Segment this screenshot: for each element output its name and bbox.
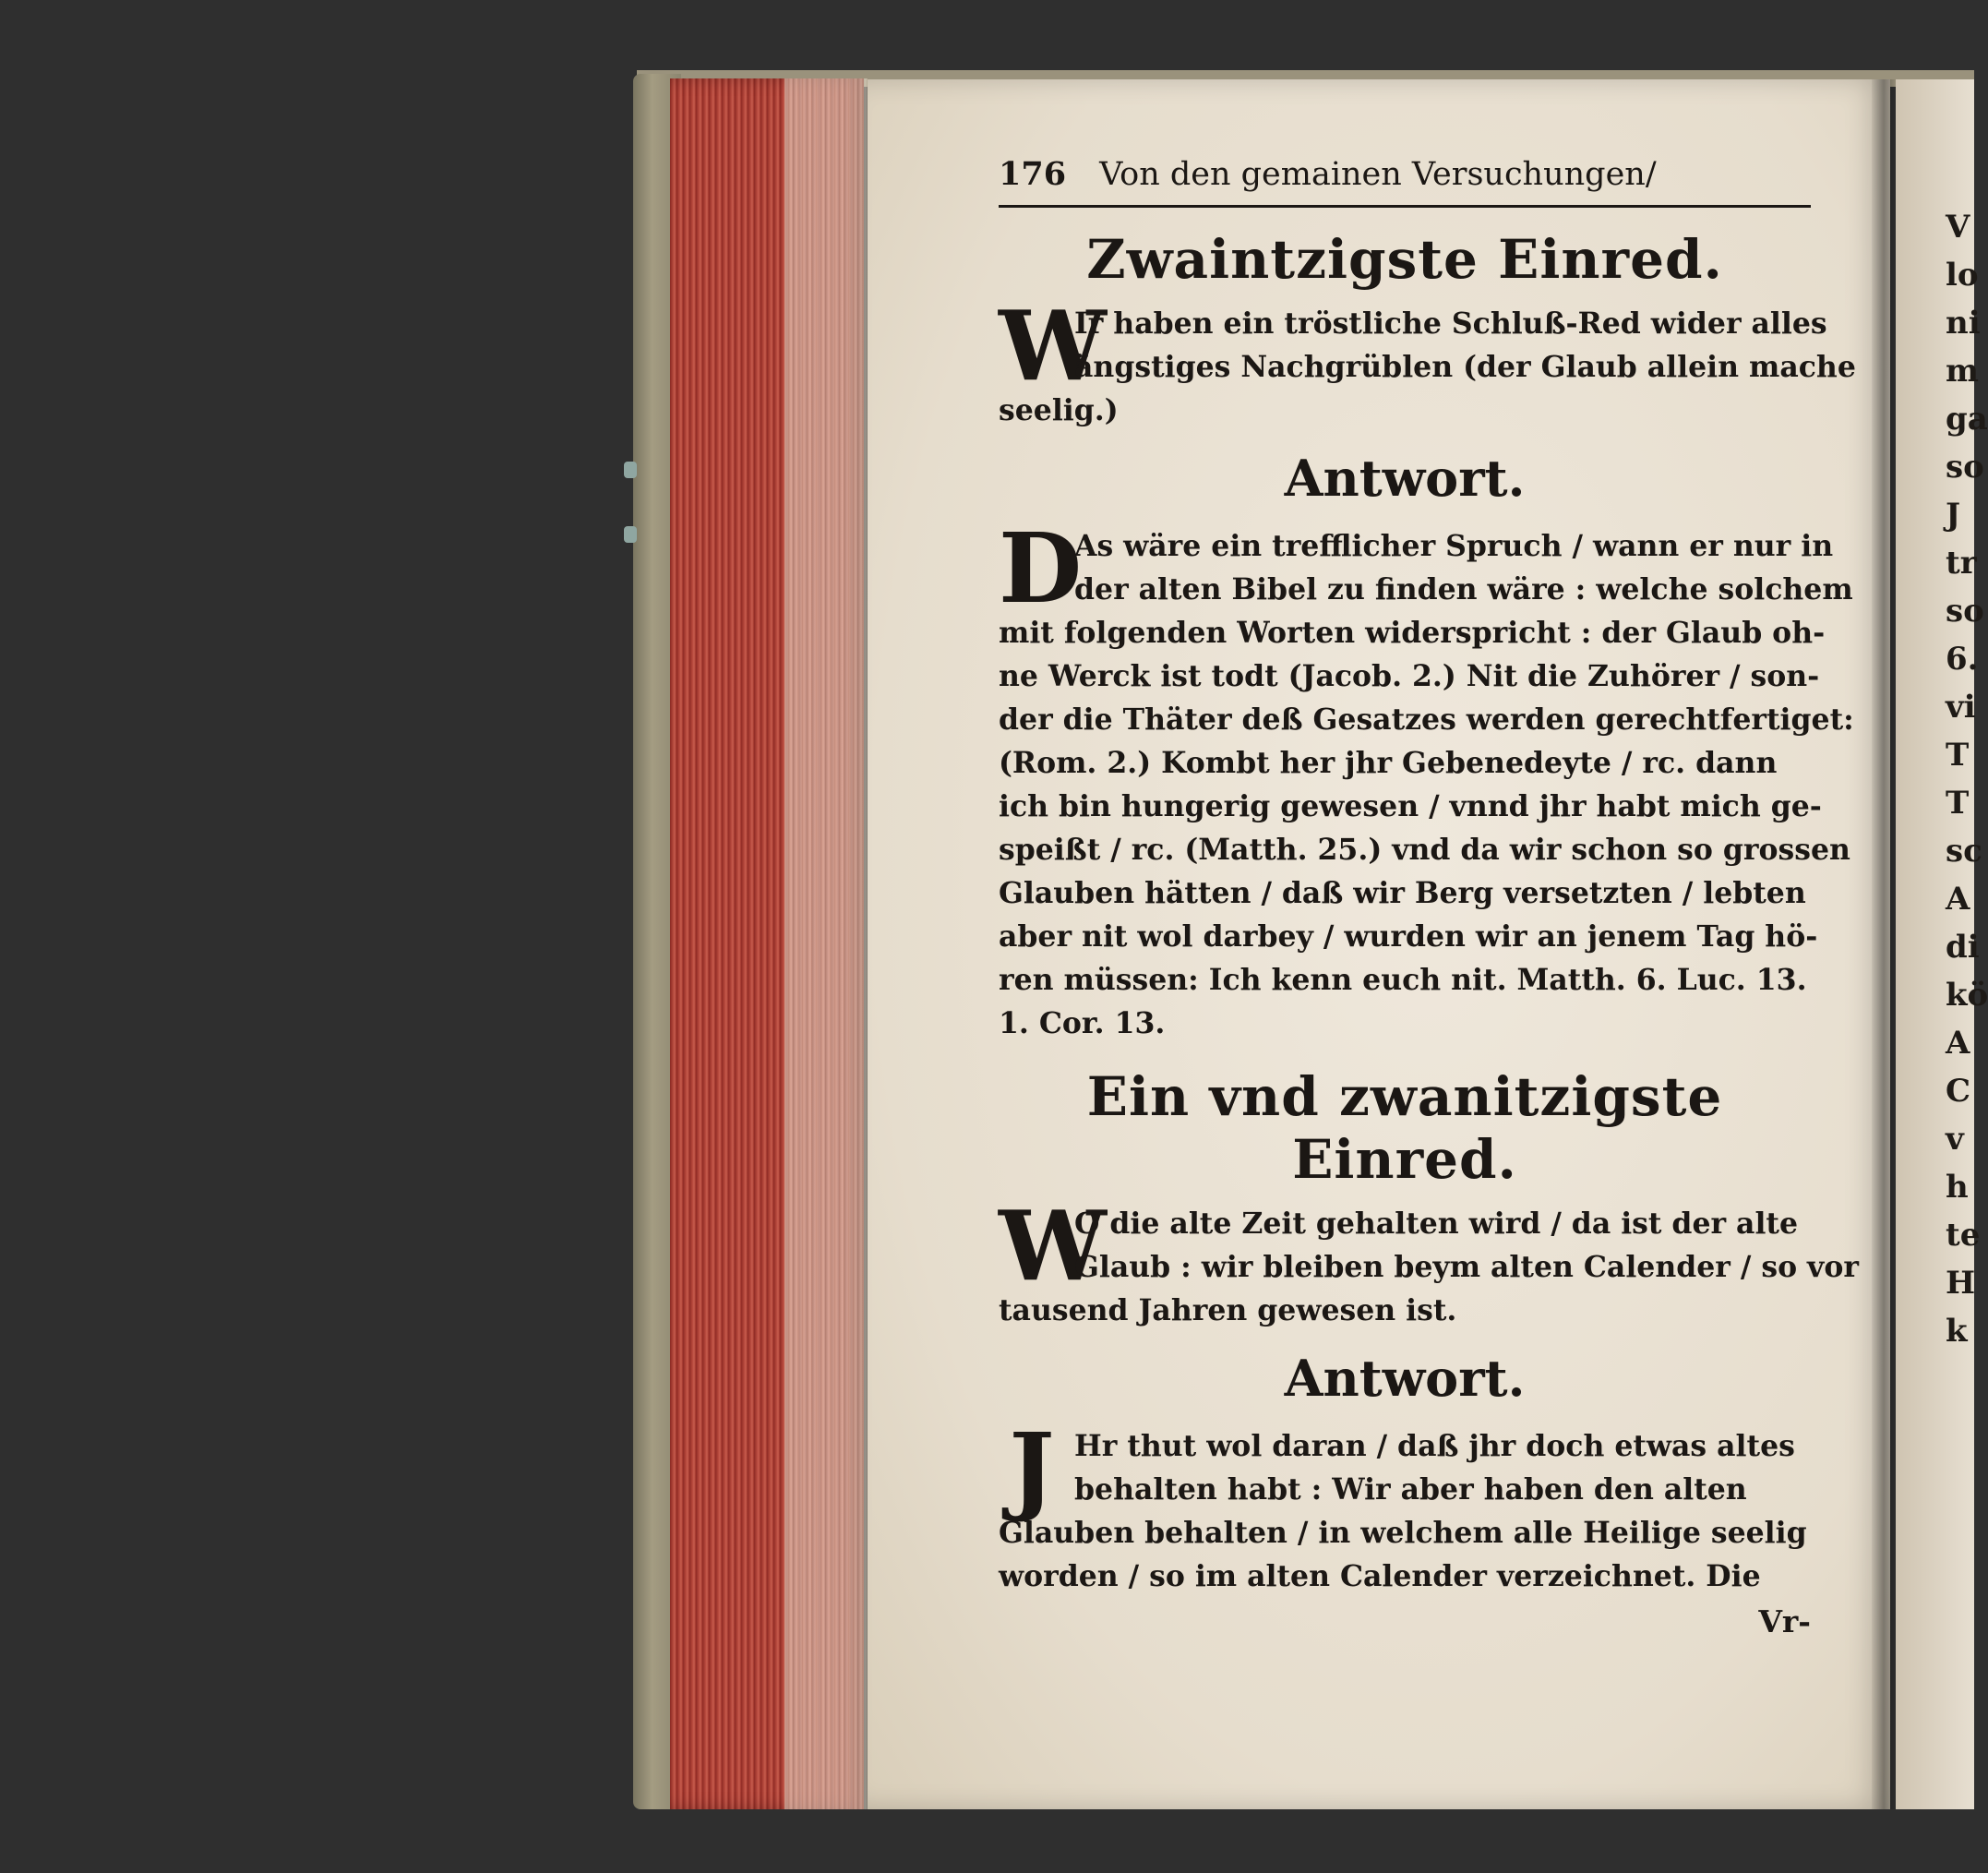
- spine-clasp-mark: [624, 526, 637, 543]
- facing-page-fragment: C: [1946, 1073, 1971, 1110]
- facing-page-fragment: T: [1946, 785, 1970, 822]
- facing-page-fragment: H: [1946, 1265, 1976, 1302]
- text-line: Hr thut wol daran / daß jhr doch etwas altes: [1074, 1429, 1795, 1463]
- answer-heading: Antwort.: [1284, 449, 1526, 508]
- text-line: Glaub : wir bleiben beym alten Calender / so vor: [1074, 1250, 1859, 1284]
- text-line: seelig.): [999, 393, 1119, 427]
- text-line: worden / so im alten Calender verzeichnet. Die: [999, 1559, 1761, 1593]
- running-head: [999, 155, 1811, 208]
- facing-page-fragment: lo: [1946, 257, 1979, 294]
- page-edges-light: [784, 78, 868, 1809]
- facing-page-fragment: sc: [1946, 833, 1982, 870]
- page-gutter: [1872, 79, 1896, 1809]
- facing-page-fragment: 6.: [1946, 641, 1979, 678]
- page-text-block: [999, 155, 1859, 1639]
- text-line: 1. Cor. 13.: [999, 1006, 1166, 1040]
- facing-page-fragment: V: [1946, 209, 1970, 246]
- facing-page-fragment: kö: [1946, 977, 1988, 1014]
- text-line: der die Thäter deß Gesatzes werden gerechtfertiget:: [999, 702, 1854, 737]
- text-line: As wäre ein trefflicher Spruch / wann er nur in: [1074, 529, 1834, 563]
- answer-paragraph: [999, 511, 1854, 1045]
- objection-paragraph: [999, 1189, 1859, 1332]
- facing-page-fragment: v: [1946, 1121, 1964, 1158]
- facing-page-fragment: J: [1946, 497, 1961, 534]
- text-line: Glauben behalten / in welchem alle Heilige seelig: [999, 1516, 1807, 1550]
- running-title: Von den gemainen Versuchungen/: [1099, 156, 1657, 193]
- text-line: der alten Bibel zu finden wäre : welche solchem: [1074, 572, 1853, 606]
- section-heading: Zwaintzigste Einred.: [1086, 228, 1723, 291]
- facing-page-fragment: A: [1946, 881, 1970, 918]
- text-line: aber nit wol darbey / wurden wir an jenem Tag hö-: [999, 919, 1818, 954]
- text-line: mit folgenden Worten widerspricht : der Glaub oh-: [999, 616, 1826, 650]
- text-line: ren müssen: Ich kenn euch nit. Matth. 6. Luc. 13.: [999, 963, 1807, 997]
- text-line: Glauben hätten / daß wir Berg versetzten / lebten: [999, 876, 1806, 910]
- section-heading: Ein vnd zwanitzigste Einred.: [1086, 1065, 1723, 1191]
- text-line: ne Werck ist todt (Jacob. 2.) Nit die Zuhörer / son-: [999, 659, 1820, 693]
- text-line: tausend Jahren gewesen ist.: [999, 1293, 1457, 1327]
- facing-page-fragment: di: [1946, 929, 1980, 966]
- objection-paragraph: [999, 289, 1856, 432]
- facing-page-fragment: A: [1946, 1025, 1970, 1062]
- text-line: Ir haben ein tröstliche Schluß-Red wider alles: [1074, 306, 1827, 341]
- facing-page-fragment: ni: [1946, 305, 1981, 342]
- facing-page-fragment: k: [1946, 1313, 1968, 1350]
- facing-page-fragment: te: [1946, 1217, 1981, 1254]
- facing-page-fragment: so: [1946, 593, 1984, 630]
- answer-paragraph: [999, 1411, 1811, 1598]
- facing-page-fragment: so: [1946, 449, 1984, 486]
- drop-cap: D: [999, 511, 1083, 625]
- facing-page-fragment: tr: [1946, 545, 1977, 582]
- text-line: ängstiges Nachgrüblen (der Glaub allein mache: [1074, 350, 1856, 384]
- answer-heading: Antwort.: [1284, 1349, 1526, 1408]
- drop-cap: W: [999, 1189, 1107, 1303]
- page-number: 176: [999, 155, 1067, 193]
- text-line: O die alte Zeit gehalten wird / da ist der alte: [1074, 1207, 1799, 1241]
- facing-page-fragment: h: [1946, 1169, 1969, 1206]
- facing-page-fragment: m: [1946, 353, 1979, 390]
- facing-page-fragment: ga: [1946, 401, 1988, 438]
- text-line: (Rom. 2.) Kombt her jhr Gebenedeyte / rc. dann: [999, 746, 1778, 780]
- text-line: speißt / rc. (Matth. 25.) vnd da wir schon so grossen: [999, 833, 1850, 867]
- text-line: behalten habt : Wir aber haben den alten: [1074, 1472, 1747, 1507]
- catchword: Vr-: [1758, 1603, 1811, 1639]
- drop-cap: J: [1009, 1411, 1055, 1525]
- drop-cap: W: [999, 289, 1107, 402]
- spine-clasp-mark: [624, 462, 637, 478]
- facing-page-fragment: T: [1946, 737, 1970, 774]
- text-line: ich bin hungerig gewesen / vnnd jhr habt mich ge-: [999, 789, 1822, 823]
- facing-page-fragment: vi: [1946, 689, 1976, 726]
